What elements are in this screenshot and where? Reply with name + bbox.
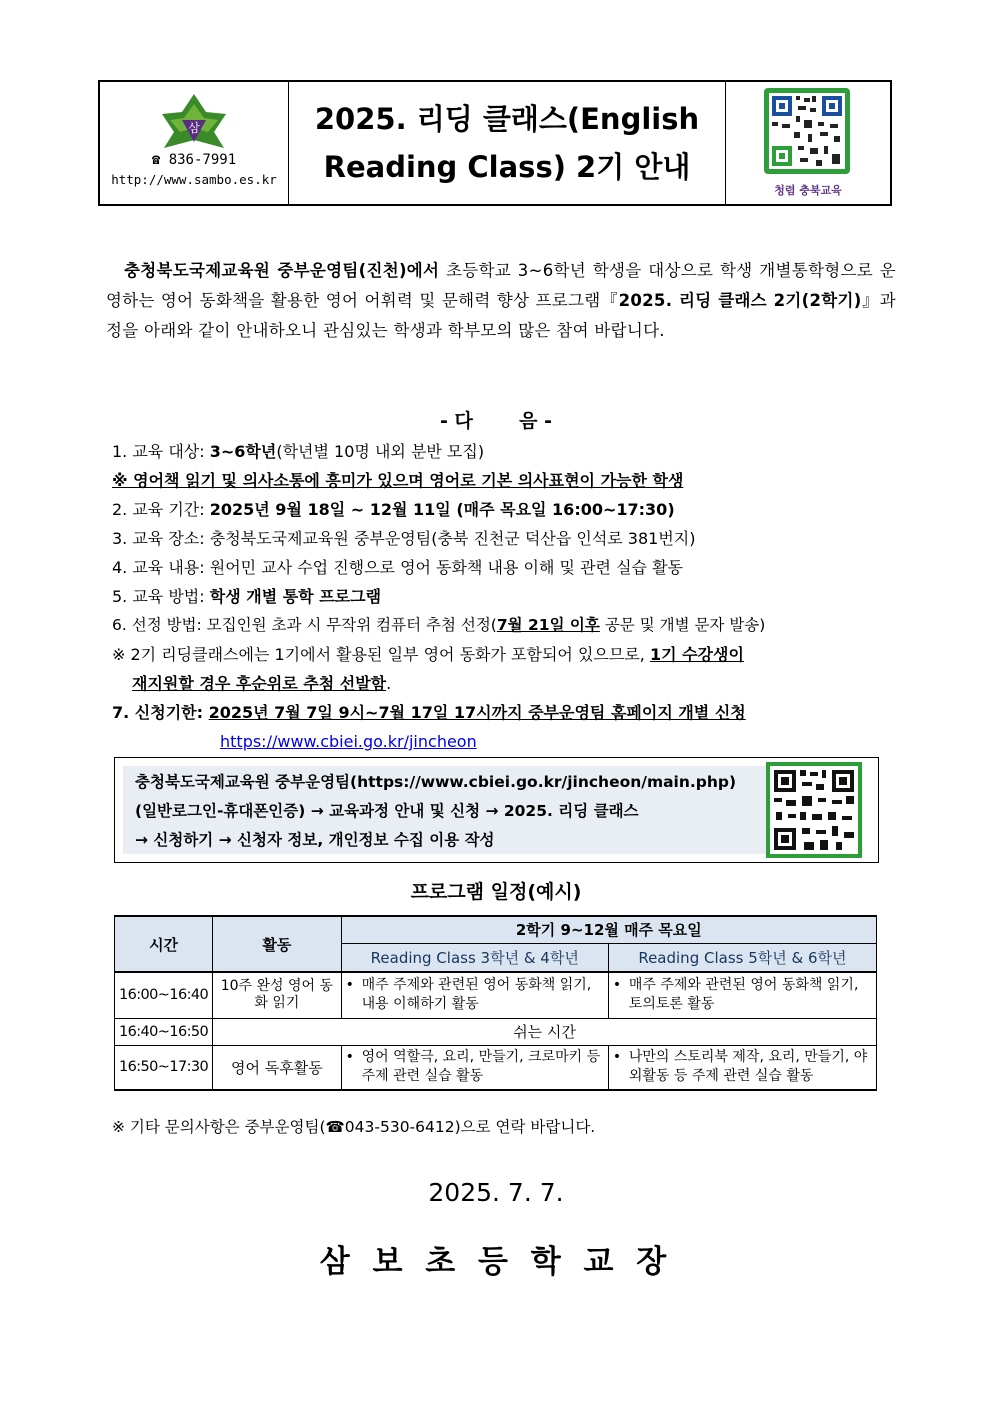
contact-note: ※ 기타 문의사항은 중부운영팀(☎043-530-6412)으로 연락 바랍니다.: [112, 1118, 596, 1136]
note-previous-class-cont: 재지원할 경우 후순위로 추첨 선발함.: [132, 674, 392, 693]
qr-code-icon[interactable]: [766, 762, 862, 858]
item-place: 3. 교육 장소: 충청북도국제교육원 중부운영팀(충북 진천군 덕산읍 인석로 381번지): [112, 529, 696, 548]
schedule-table: [114, 915, 877, 1091]
table-row: 16:40~16:50 쉬는 시간: [115, 1018, 877, 1045]
col-header-time: 시간: [115, 916, 213, 972]
item-period: 2. 교육 기간: 2025년 9월 18일 ~ 12월 11일 (매주 목요일 16:00~17:30): [112, 500, 675, 519]
guide-line-1: 충청북도국제교육원 중부운영팀(https://www.cbiei.go.kr/jincheon/main.php): [135, 773, 737, 791]
notice-heading: - 다 음 -: [439, 410, 552, 432]
table-row: 16:00~16:40 10주 완성 영어 동화 읽기 • 매주 주제와 관련된 영어 동화책 읽기, 내용 이해하기 활동 • 매주 주제와 관련된 영어 동화책 읽기, 토의토론 활동: [115, 972, 877, 1018]
school-info: [100, 82, 289, 204]
qr-block: [725, 82, 890, 204]
note-previous-class: ※ 2기 리딩클래스에는 1기에서 활용된 일부 영어 동화가 포함되어 있으므로, 1기 수강생이: [112, 645, 744, 664]
header-box: [98, 80, 892, 206]
apply-link[interactable]: https://www.cbiei.go.kr/jincheon: [220, 732, 477, 751]
application-guide-box: [114, 757, 879, 863]
col-header-term: 2학기 9~12월 매주 목요일: [341, 916, 876, 943]
schedule-title: 프로그램 일정(예시): [410, 881, 582, 903]
note-target: ※ 영어책 읽기 및 의사소통에 흥미가 있으며 영어로 기본 의사표현이 가능한 학생: [112, 471, 684, 490]
item-method: 5. 교육 방법: 학생 개별 통학 프로그램: [112, 587, 382, 606]
page-title: 2025. 리딩 클래스(English Reading Class) 2기 안내: [314, 102, 700, 184]
item-deadline: 7. 신청기한: 2025년 7월 7일 9시~7월 17일 17시까지 중부운영팀 홈페이지 개별 신청: [112, 703, 746, 722]
guide-line-2: (일반로그인-휴대폰인증) → 교육과정 안내 및 신청 → 2025. 리딩 클래스: [135, 802, 639, 820]
col-header-class-3-4: Reading Class 3학년 & 4학년: [341, 943, 608, 972]
col-header-class-5-6: Reading Class 5학년 & 6학년: [608, 943, 876, 972]
col-header-activity: 활동: [213, 916, 342, 972]
school-website[interactable]: http://www.sambo.es.kr: [111, 172, 277, 187]
school-logo-icon: [154, 90, 234, 152]
item-content: 4. 교육 내용: 원어민 교사 수업 진행으로 영어 동화책 내용 이해 및 관련 실습 활동: [112, 558, 683, 577]
phone-number: ☎ 836-7991: [151, 152, 237, 168]
table-row: 16:50~17:30 영어 독후활동 • 영어 역할극, 요리, 만들기, 크로마키 등 주제 관련 실습 활동 • 나만의 스토리북 제작, 요리, 만들기, 야외활동 등 주제 관련 실습 활동: [115, 1045, 877, 1090]
qr-code-icon[interactable]: [764, 88, 850, 174]
qr-caption: 청렴 충북교육: [774, 184, 842, 197]
svg-text:삼: 삼: [188, 121, 200, 135]
details-list: [112, 437, 902, 756]
principal-signature: 삼 보 초 등 학 교 장: [319, 1244, 673, 1280]
guide-line-3: → 신청하기 → 신청자 정보, 개인정보 수집 이용 작성: [135, 831, 495, 849]
issue-date: 2025. 7. 7.: [428, 1178, 564, 1207]
intro-paragraph: 충청북도국제교육원 중부운영팀(진천)에서 초등학교 3~6학년 학생을 대상으로 학생 개별통학형으로 운영하는 영어 동화책을 활용한 영어 어휘력 및 문해력 향상 프로그램『2025. 리딩 클래스 2기(2학기)』과정을 아래와 같이 안내하오니 관심있는 학생과 학부모의 많은 참여 바랍니다.: [106, 261, 896, 340]
item-target: 1. 교육 대상: 3~6학년(학년별 10명 내외 분반 모집): [112, 442, 485, 461]
item-selection: 6. 선정 방법: 모집인원 초과 시 무작위 컴퓨터 추첨 선정(7월 21일 이후 공문 및 개별 문자 발송): [112, 616, 766, 634]
